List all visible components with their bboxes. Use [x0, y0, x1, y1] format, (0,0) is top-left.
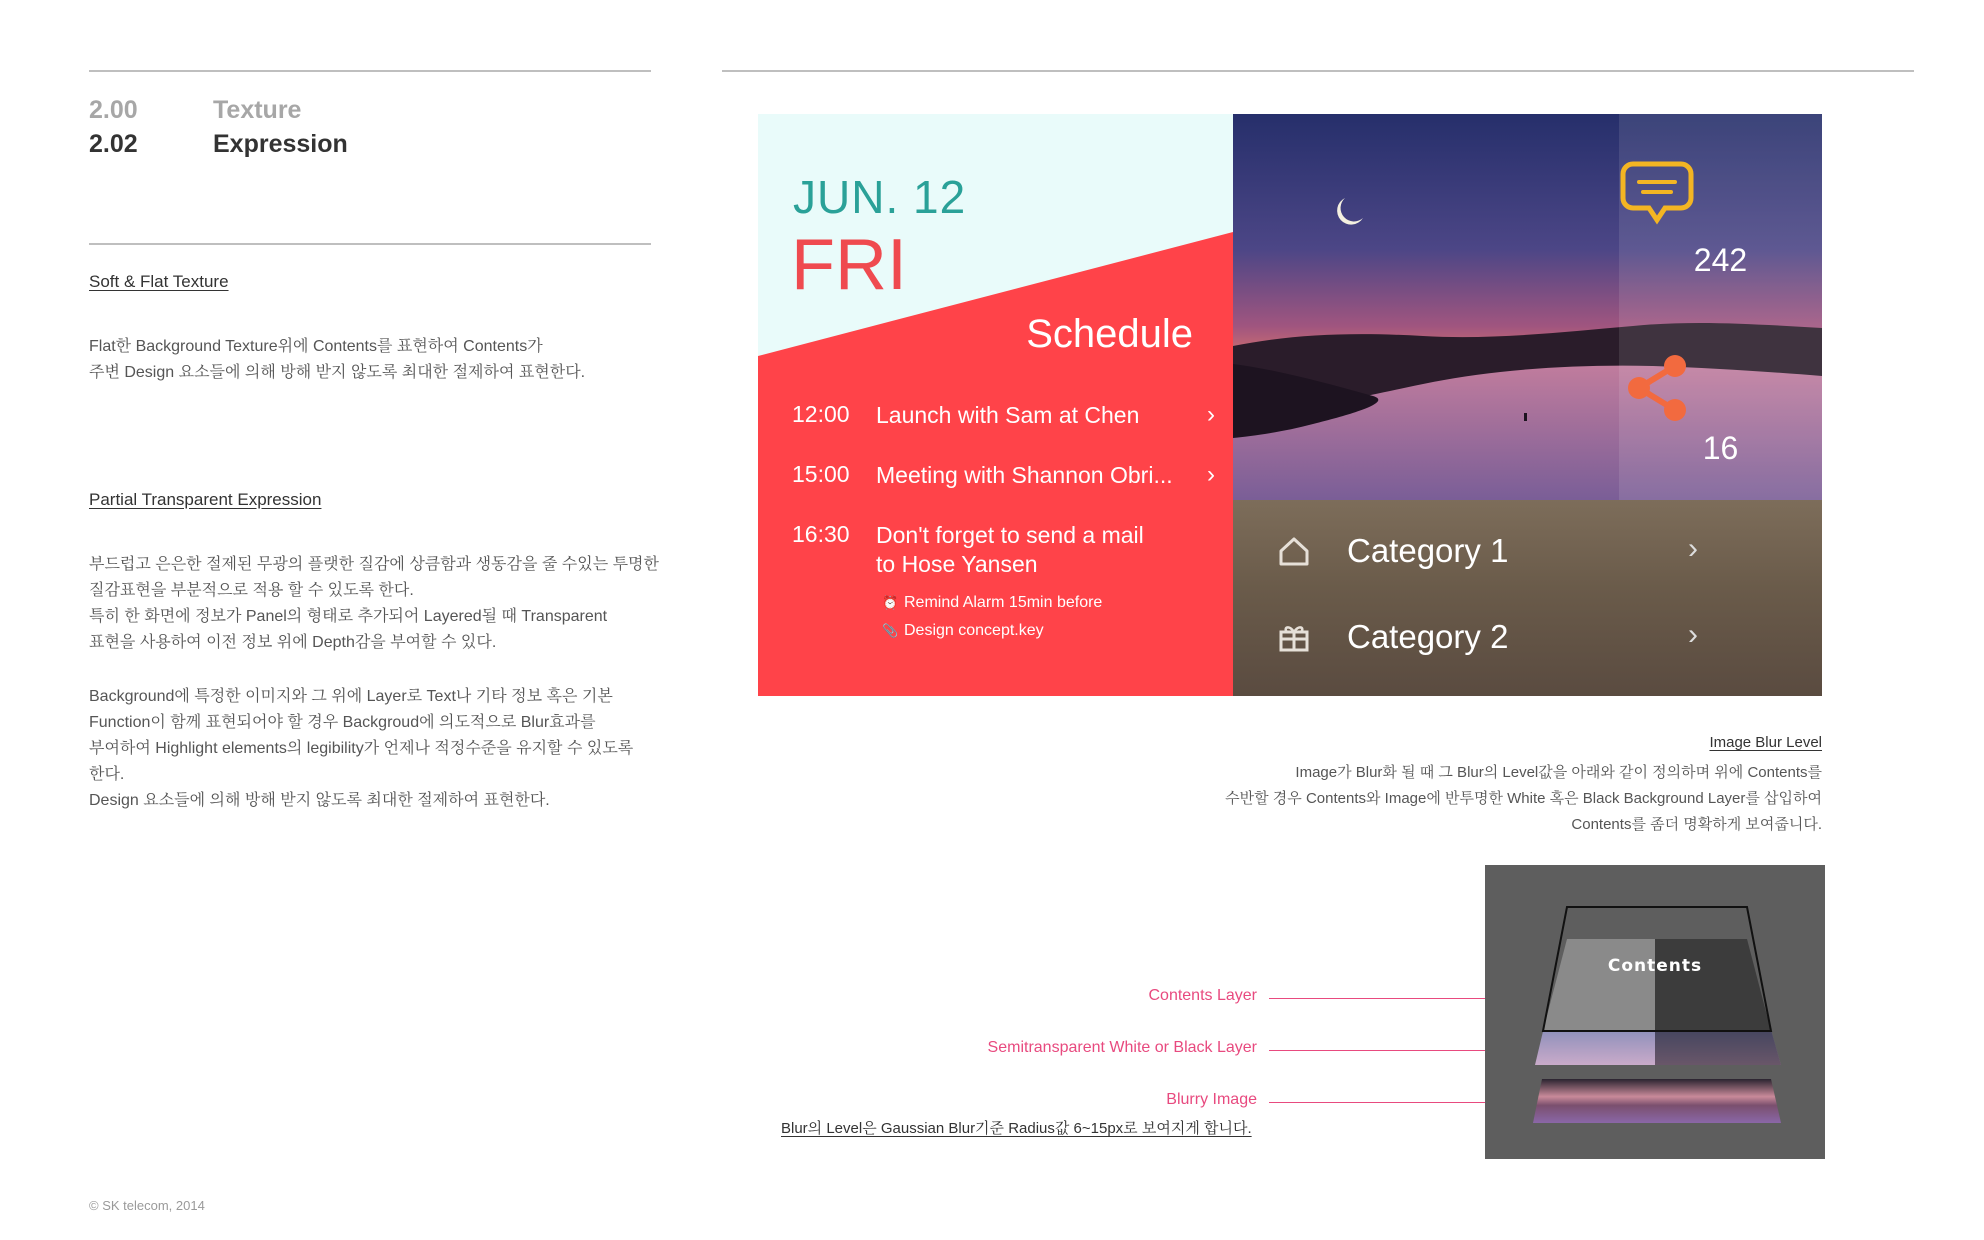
para-line: Image가 Blur화 될 때 그 Blur의 Level값을 아래와 같이 정의하며 위에 Contents를 [1295, 764, 1822, 781]
schedule-text: Meeting with Shannon Obri... [876, 462, 1173, 488]
schedule-panel [758, 114, 1822, 696]
schedule-text-line: to Hose Yansen [876, 551, 1038, 577]
category-item[interactable] [1233, 586, 1822, 672]
schedule-title: Schedule [1026, 312, 1193, 356]
image-blur-level-heading: Image Blur Level [1709, 734, 1822, 751]
share-icon[interactable] [1619, 350, 1695, 426]
top-rule-right [722, 70, 1914, 72]
para-line: Function이 함께 표현되어야 할 경우 Backgroud에 의도적으로 Blur효과를 [89, 714, 596, 731]
schedule-text-line: Don't forget to send a mail [876, 522, 1144, 548]
para-line: 표현을 사용하여 이전 정보 위에 Depth감을 부여할 수 있다. [89, 634, 497, 651]
chevron-right-icon: › [1207, 461, 1215, 488]
para-line: Contents를 좀더 명확하게 보여줍니다. [1571, 816, 1822, 833]
section-divider [89, 243, 651, 245]
parent-section-number: 2.00 [89, 96, 138, 124]
chevron-right-icon: › [1688, 532, 1698, 565]
category-list [1233, 500, 1822, 696]
image-blur-description [1202, 760, 1822, 838]
parent-section-name: Texture [213, 96, 302, 124]
schedule-time: 16:30 [792, 521, 850, 547]
copyright-notice: © SK telecom, 2014 [89, 1198, 205, 1213]
para-line: Design 요소들에 의해 방해 받지 않도록 최대한 절제하여 표현한다. [89, 792, 550, 809]
schedule-time: 12:00 [792, 401, 850, 427]
layer-stack-diagram [1485, 865, 1825, 1159]
date-label: JUN. 12 [793, 171, 967, 223]
contents-layer-caption: Contents [1607, 956, 1703, 976]
attachment-text: Design concept.key [904, 622, 1044, 639]
blur-level-footnote: Blur의 Level은 Gaussian Blur기준 Radius값 6~15px로 보여지게 합니다. [781, 1120, 1252, 1137]
contents-layer-label: Contents Layer [1148, 987, 1257, 1004]
category-label: Category 2 [1347, 618, 1509, 655]
current-section-name: Expression [213, 130, 348, 158]
semitransparent-layer-label: Semitransparent White or Black Layer [987, 1039, 1257, 1056]
reminder-text: Remind Alarm 15min before [904, 594, 1103, 611]
schedule-item[interactable] [792, 461, 1232, 493]
para-line: 질감표현을 부분적으로 적용 할 수 있도록 한다. [89, 582, 414, 599]
schedule-pane [758, 114, 1233, 696]
chevron-right-icon: › [1207, 401, 1215, 428]
comment-count: 242 [1693, 242, 1748, 278]
schedule-item[interactable] [792, 521, 1232, 581]
chevron-right-icon: › [1688, 618, 1698, 651]
partial-transparent-paragraph [89, 552, 659, 656]
comment-bubble-icon[interactable] [1619, 160, 1695, 230]
schedule-text: Launch with Sam at Chen [876, 402, 1140, 428]
blur-explanation-paragraph [89, 684, 633, 814]
para-line: Flat한 Background Texture위에 Contents를 표현하여 Contents가 [89, 338, 543, 355]
stats-column [1619, 114, 1822, 500]
layer-stack-illustration [1485, 865, 1825, 1159]
para-line: 특히 한 화면에 정보가 Panel의 형태로 추가되어 Layered될 때 Transparent [89, 608, 608, 625]
category-label: Category 1 [1347, 532, 1509, 569]
attachment-note[interactable] [882, 622, 1044, 640]
current-section-number: 2.02 [89, 130, 138, 158]
schedule-time: 15:00 [792, 461, 850, 487]
category-item[interactable] [1233, 500, 1822, 586]
para-line: Background에 특정한 이미지와 그 위에 Layer로 Text나 기타 정보 혹은 기본 [89, 688, 613, 705]
para-line: 주변 Design 요소들에 의해 방해 받지 않도록 최대한 절제하여 표현한다. [89, 364, 586, 381]
paperclip-icon: 📎 [882, 623, 899, 638]
reminder-note [882, 594, 1102, 612]
share-count: 16 [1702, 430, 1739, 466]
gift-icon [1277, 620, 1311, 654]
soft-flat-texture-paragraph [89, 334, 585, 386]
para-line: 부드럽고 은은한 절제된 무광의 플랫한 질감에 상큼함과 생동감을 줄 수있는 투명한 [89, 556, 659, 573]
home-icon [1277, 534, 1311, 568]
sunset-lake-photo [1233, 114, 1822, 500]
schedule-text [876, 521, 1216, 579]
blurry-image-label: Blurry Image [1166, 1091, 1257, 1108]
para-line: 부여하여 Highlight elements의 legibility가 언제나 적정수준을 유지할 수 있도록 [89, 740, 634, 757]
day-label: FRI [791, 225, 907, 305]
top-rule-left [89, 70, 651, 72]
alarm-icon: ⏰ [882, 595, 899, 610]
para-line: 한다. [89, 766, 125, 783]
soft-flat-texture-heading: Soft & Flat Texture [89, 272, 229, 291]
partial-transparent-heading: Partial Transparent Expression [89, 490, 322, 509]
schedule-item[interactable] [792, 401, 1232, 433]
para-line: 수반할 경우 Contents와 Image에 반투명한 White 혹은 Black Background Layer를 삽입하여 [1225, 790, 1822, 807]
